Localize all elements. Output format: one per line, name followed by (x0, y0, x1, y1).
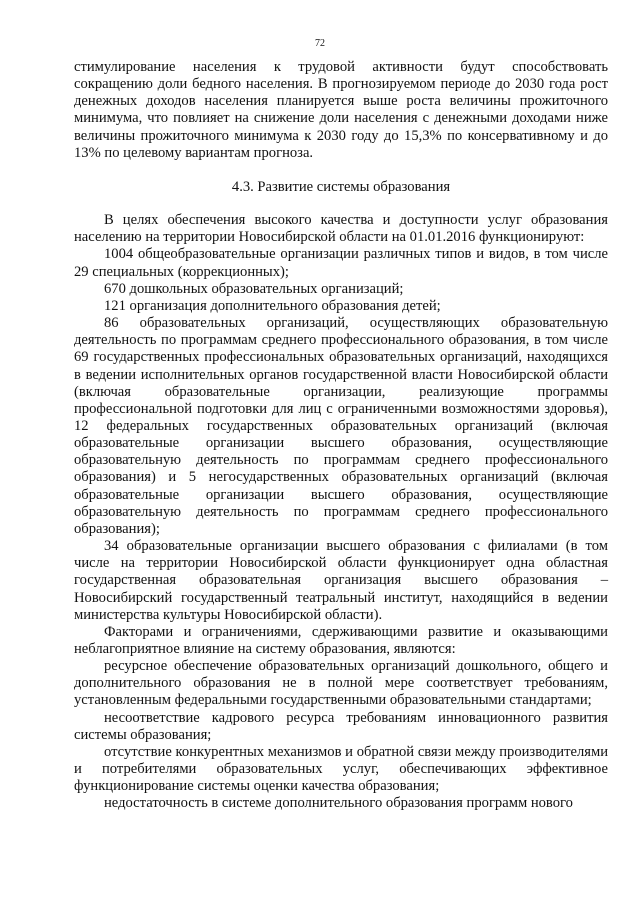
body-paragraph: несоответствие кадрового ресурса требованиям инновационного развития системы образования; (74, 709, 608, 743)
section-heading: 4.3. Развитие системы образования (231, 178, 451, 195)
body-paragraph: В целях обеспечения высокого качества и доступности услуг образования населению на территории Новосибирской области на 01.01.2016 функционируют: (74, 212, 608, 246)
document-body (74, 59, 608, 813)
body-paragraph: 670 дошкольных образовательных организаций; (104, 280, 404, 297)
body-paragraph: 86 образовательных организаций, осуществляющих образовательную деятельность по программам среднего профессионального образования, в том числе 69 государственных профессиональных образовательных организаций, находящихся в ведении исполнительных органов государственной власти Новосибирской области (включая образовательные организации, реализующие программы профессиональной подготовки для лиц с ограниченными возможностями здоровья), 12 федеральных государственных образовательных организаций (включая образовательные организации высшего образования, осуществляющие образовательную деятельность по программам среднего профессионального образования) и 5 негосударственных образовательных организаций (включая образовательные организации высшего образования, осуществляющие образовательную деятельность по программам среднего профессионального образования); (74, 315, 608, 537)
body-paragraph: недостаточность в системе дополнительного образования программ нового (104, 795, 573, 812)
body-paragraph: 34 образовательные организации высшего образования с филиалами (в том числе на территории Новосибирской области функционирует одна областная государственная образовательная организация высшего образования – Новосибирский государственный театральный институт, находящийся в ведении министерства культуры Новосибирской области). (74, 538, 608, 623)
body-paragraph: Факторами и ограничениями, сдерживающими развитие и оказывающими неблагоприятное влияние на систему образования, являются: (74, 623, 608, 657)
body-paragraph: 121 организация дополнительного образования детей; (104, 297, 441, 314)
body-paragraph: 1004 общеобразовательные организации различных типов и видов, в том числе 29 специальных (коррекционных); (74, 246, 608, 280)
intro-paragraph: стимулирование населения к трудовой активности будут способствовать сокращению доли бедного населения. В прогнозируемом периоде до 2030 года рост денежных доходов населения планируется выше роста величины прожиточного минимума, что повлияет на снижение доли населения с денежными доходами ниже величины прожиточного минимума к 2030 году до 15,3% по консервативному и до 13% по целевому вариантам прогноза. (74, 59, 608, 161)
page-number: 72 (315, 38, 325, 49)
body-paragraph: отсутствие конкурентных механизмов и обратной связи между производителями и потребителями образовательных услуг, обеспечивающих эффективное функционирование системы оценки качества образования; (74, 743, 608, 795)
body-paragraph: ресурсное обеспечение образовательных организаций дошкольного, общего и дополнительного образования не в полной мере соответствует требованиям, установленным федеральными государственными образовательными стандартами; (74, 658, 608, 709)
